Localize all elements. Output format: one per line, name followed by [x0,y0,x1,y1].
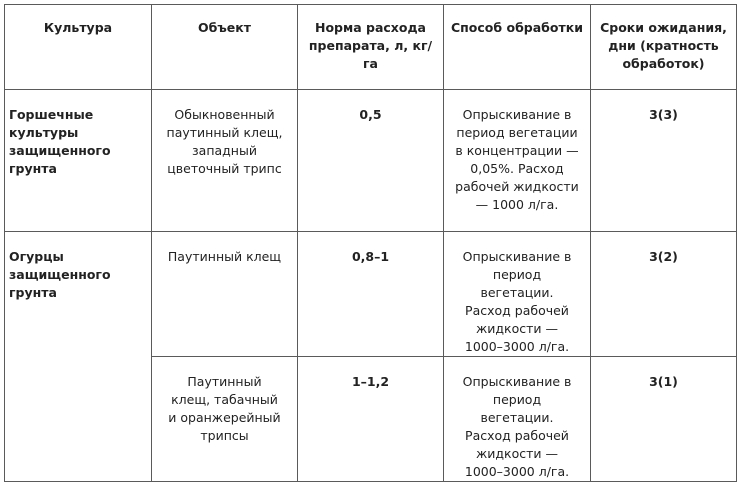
cell-object: Обыкновенный паутинный клещ, западный цветочный трипс [152,90,298,232]
header-method: Способ обработки [444,5,591,90]
cell-object: Паутинный клещ, табачный и оранжерейный трипсы [152,357,298,482]
cell-rate: 0,8–1 [298,232,444,357]
header-object: Объект [152,5,298,90]
cell-crop: Горшечные культуры защищенного грунта [5,90,152,232]
header-rate: Норма расхода препарата, л, кг/га [298,5,444,90]
treatment-table [4,4,737,482]
table-row [5,232,737,357]
header-waiting: Сроки ожидания, дни (кратность обработок) [591,5,737,90]
cell-waiting: 3(3) [591,90,737,232]
cell-method: Опрыскивание в период вегетации в концентрации — 0,05%. Расход рабочей жидкости — 1000 л/га. [444,90,591,232]
cell-method: Опрыскивание в период вегетации. Расход рабочей жидкости — 1000–3000 л/га. [444,357,591,482]
cell-method: Опрыскивание в период вегетации. Расход рабочей жидкости — 1000–3000 л/га. [444,232,591,357]
table-row [5,90,737,232]
cell-rate: 1–1,2 [298,357,444,482]
cell-waiting: 3(2) [591,232,737,357]
cell-crop: Огурцы защищенного грунта [5,232,152,482]
header-row [5,5,737,90]
cell-object: Паутинный клещ [152,232,298,357]
cell-rate: 0,5 [298,90,444,232]
header-crop: Культура [5,5,152,90]
cell-waiting: 3(1) [591,357,737,482]
